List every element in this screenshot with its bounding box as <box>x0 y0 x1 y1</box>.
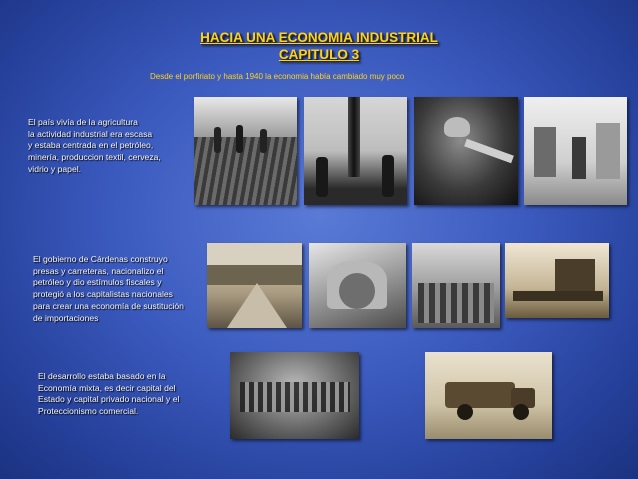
paragraph-agriculture <box>28 117 161 176</box>
paragraph-line: y estaba centrada en el petróleo, <box>28 140 154 151</box>
photo-road <box>207 243 302 328</box>
paragraph-line: Economía mixta, es decir capital del <box>38 382 176 393</box>
photo-port-ship <box>505 243 609 318</box>
photo-oil-gusher <box>304 97 407 205</box>
photo-truck <box>425 352 552 439</box>
paragraph-line: El país vivía de la agricultura <box>28 117 138 127</box>
slide-title: HACIA UNA ECONOMIA INDUSTRIAL <box>200 30 438 45</box>
paragraph-line: El desarrollo estaba basado en la <box>38 371 166 381</box>
paragraph-line: de importaciones <box>33 312 99 323</box>
paragraph-mixed-economy <box>38 371 179 418</box>
photo-crowd-oil <box>412 243 500 328</box>
slide-chapter: CAPITULO 3 <box>278 47 360 62</box>
photo-factory-interior <box>524 97 627 205</box>
paragraph-line: Proteccionismo comercial. <box>38 406 139 417</box>
paragraph-cardenas <box>33 254 184 324</box>
paragraph-line: vidrio y papel. <box>28 163 82 174</box>
paragraph-line: Estado y capital privado nacional y el <box>38 394 180 405</box>
photo-dam <box>309 243 406 328</box>
photo-field-workers <box>194 97 297 205</box>
paragraph-line: para crear una economía de sustitución <box>33 300 184 311</box>
paragraph-line: protegió a los capitalistas nacionales <box>33 289 173 300</box>
paragraph-line: la actividad industrial era escasa <box>28 128 153 139</box>
slide-subtitle: Desde el porfiriato y hasta 1940 la economia había cambiado muy poco <box>150 72 405 81</box>
photo-assembly-line <box>230 352 359 439</box>
paragraph-line: El gobierno de Cárdenas construyo <box>33 254 168 264</box>
photo-miner-drill <box>414 97 518 205</box>
paragraph-line: petróleo y dio estímulos fiscales y <box>33 277 162 288</box>
paragraph-line: presas y carreteras, nacionalizo el <box>33 265 164 276</box>
paragraph-line: minería, produccion textil, cerveza, <box>28 152 161 163</box>
